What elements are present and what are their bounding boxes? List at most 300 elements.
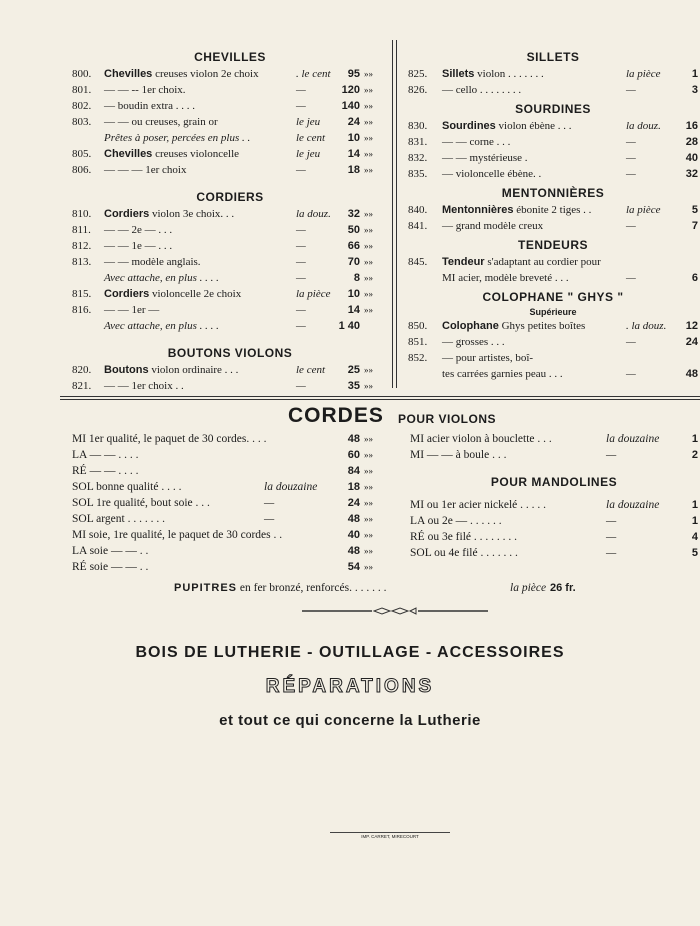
item-unit: — <box>296 320 306 332</box>
item-unit: la douzaine <box>264 481 318 493</box>
item-unit: — <box>296 100 306 112</box>
item-unit: — <box>606 449 617 461</box>
item-name: Chevilles <box>104 148 153 160</box>
item-price: 18 <box>347 164 360 176</box>
item-name: Cordiers <box>104 288 150 300</box>
item-text: — — -- 1er choix. <box>104 84 186 96</box>
item-description <box>442 334 505 350</box>
item-price: 28 <box>685 136 698 148</box>
price-cents-mark: »» <box>364 289 373 299</box>
list-item <box>408 270 698 286</box>
item-description <box>104 302 159 318</box>
item-text: LA soie — — . . <box>72 545 149 557</box>
item-price: 120 <box>341 84 360 96</box>
item-price: 32 <box>347 208 360 220</box>
tendeurs-list <box>408 254 698 286</box>
list-item <box>408 82 698 98</box>
item-price: 35 <box>347 380 360 392</box>
list-item <box>410 513 698 529</box>
item-text: RÉ — — . . . . <box>72 465 139 477</box>
item-description <box>442 350 533 366</box>
list-item <box>72 318 388 334</box>
item-text: LA ou 2e — . . . . . . <box>410 515 502 527</box>
item-description <box>410 513 502 529</box>
list-item <box>72 511 388 527</box>
item-price: 14 <box>347 304 360 316</box>
list-item <box>408 202 698 218</box>
item-unit: — <box>606 531 617 543</box>
column-divider <box>392 40 393 388</box>
item-price: 66 <box>347 240 360 252</box>
price-cents-mark: »» <box>364 133 373 143</box>
item-number: 820. <box>72 364 92 376</box>
item-price: 10 <box>347 132 360 144</box>
item-description <box>72 479 181 495</box>
item-price: 84 <box>347 465 360 477</box>
item-number: 850. <box>408 320 428 332</box>
item-description <box>442 218 543 234</box>
item-description <box>442 254 601 270</box>
item-description <box>410 431 552 447</box>
item-text: RÉ soie — — . . <box>72 561 149 573</box>
section-divider <box>60 396 700 397</box>
item-text: SOL bonne qualité . . . . <box>72 481 182 493</box>
item-text: — — — 1er choix <box>104 164 187 176</box>
list-item <box>408 150 698 166</box>
item-text: Avec attache, en plus . . . . <box>104 272 219 284</box>
item-description <box>72 495 210 511</box>
item-price: 24 <box>685 336 698 348</box>
item-price: 5 <box>691 204 698 216</box>
item-price: 48 <box>685 368 698 380</box>
item-number: 812. <box>72 240 92 252</box>
item-text: — — mystérieuse . <box>442 152 528 164</box>
item-description <box>104 238 172 254</box>
item-price: 40 <box>685 152 698 164</box>
item-price: 5 <box>691 547 698 559</box>
section-divider <box>60 399 700 400</box>
item-unit: — <box>296 380 306 392</box>
item-description <box>442 166 541 182</box>
item-number: 852. <box>408 352 428 364</box>
list-item <box>410 447 698 463</box>
section-title-chevilles: CHEVILLES <box>194 50 266 64</box>
item-text: SOL 1re qualité, bout soie . . . <box>72 497 210 509</box>
item-unit: — <box>296 224 306 236</box>
price-cents-mark: »» <box>364 466 373 476</box>
item-price: 3 <box>691 84 698 96</box>
cordes-title: CORDES <box>288 404 384 427</box>
item-text: — boudin extra . . . . <box>104 100 196 112</box>
item-price: 7 <box>691 220 698 232</box>
list-item <box>408 334 698 350</box>
item-number: 816. <box>72 304 92 316</box>
list-item <box>72 162 388 178</box>
pupitres-label: PUPITRES <box>174 582 238 594</box>
item-number: 821. <box>72 380 92 392</box>
chevilles-list <box>72 66 388 178</box>
pupitres-desc: en fer bronzé, renforcés. . . . . . . <box>237 582 387 594</box>
price-cents-mark: »» <box>364 257 373 267</box>
item-price: 54 <box>347 561 360 573</box>
item-number: 801. <box>72 84 92 96</box>
list-item <box>72 378 388 394</box>
item-price: 1 <box>691 515 698 527</box>
item-text: SOL ou 4e filé . . . . . . . <box>410 547 518 559</box>
item-description <box>104 66 259 82</box>
item-text: — — ou creuses, grain or <box>104 116 218 128</box>
section-title-cordiers: CORDIERS <box>196 190 264 204</box>
item-text: violoncelle 2e choix <box>149 288 242 300</box>
item-unit: le jeu <box>296 148 321 160</box>
item-unit: — <box>296 84 306 96</box>
price-cents-mark: »» <box>364 562 373 572</box>
colophane-list <box>408 318 698 382</box>
printer-imprint: IMP. CARRET, MIRECOURT <box>330 832 450 839</box>
column-divider <box>396 40 397 388</box>
item-text: MI acier, modèle breveté . . . <box>442 272 569 284</box>
item-unit: . la douz. <box>626 320 667 332</box>
item-unit: la pièce <box>626 204 661 216</box>
item-price: 48 <box>347 433 360 445</box>
item-unit: le cent <box>296 364 326 376</box>
item-description <box>104 114 218 130</box>
item-text: creuses violoncelle <box>152 148 240 160</box>
colophane-subtitle: Supérieure <box>529 307 577 317</box>
item-unit: — <box>606 547 617 559</box>
item-price: 18 <box>347 481 360 493</box>
sourdines-list <box>408 118 698 182</box>
item-unit: — <box>626 368 636 380</box>
list-item <box>72 206 388 222</box>
item-name: Mentonnières <box>442 204 514 216</box>
price-cents-mark: »» <box>364 117 373 127</box>
price-cents-mark: »» <box>364 101 373 111</box>
item-name: Colophane <box>442 320 499 332</box>
item-price: 6 <box>691 272 698 284</box>
pupitres-price: 26 fr. <box>550 582 576 594</box>
left-column <box>72 48 388 394</box>
item-description <box>72 431 266 447</box>
item-text: — — 1e — . . . <box>104 240 173 252</box>
item-number: 813. <box>72 256 92 268</box>
item-description <box>104 222 172 238</box>
item-description <box>104 362 238 378</box>
list-item <box>72 479 388 495</box>
item-text: Ghys petites boîtes <box>498 320 586 332</box>
item-unit: le cent <box>296 132 326 144</box>
list-item <box>72 543 388 559</box>
item-description <box>104 318 219 334</box>
item-text: — — 1er choix . . <box>104 380 184 392</box>
item-description <box>442 270 569 286</box>
list-item <box>72 362 388 378</box>
list-item <box>72 114 388 130</box>
list-item <box>72 146 388 162</box>
price-cents-mark: »» <box>364 514 373 524</box>
list-item <box>408 318 698 334</box>
item-price: 48 <box>347 513 360 525</box>
item-description <box>104 146 239 162</box>
item-text: violon 3e choix. . . <box>149 208 235 220</box>
item-unit: — <box>296 164 306 176</box>
item-price: 70 <box>347 256 360 268</box>
item-description <box>104 162 186 178</box>
item-unit: la douzaine <box>606 433 660 445</box>
item-number: 811. <box>72 224 91 236</box>
item-number: 815. <box>72 288 92 300</box>
item-unit: — <box>296 240 306 252</box>
item-description <box>104 130 250 146</box>
item-unit: — <box>626 220 636 232</box>
item-text: MI ou 1er acier nickelé . . . . . <box>410 499 547 511</box>
item-text: tes carrées garnies peau . . . <box>442 368 563 380</box>
item-description <box>104 82 186 98</box>
item-price: 60 <box>347 449 360 461</box>
item-number: 806. <box>72 164 92 176</box>
list-item <box>72 130 388 146</box>
price-cents-mark: »» <box>364 381 373 391</box>
cordes-acier-list <box>410 431 698 463</box>
list-item <box>72 222 388 238</box>
sillets-list <box>408 66 698 98</box>
item-price: 48 <box>347 545 360 557</box>
item-price: 1 <box>691 499 698 511</box>
item-number: 826. <box>408 84 428 96</box>
section-title-mentonnieres: MENTONNIÈRES <box>501 186 605 200</box>
price-cents-mark: »» <box>364 85 373 95</box>
item-unit: — <box>296 272 306 284</box>
item-unit: la douzaine <box>606 499 660 511</box>
item-number: 841. <box>408 220 428 232</box>
item-unit: — <box>296 304 306 316</box>
list-item <box>410 431 698 447</box>
item-text: MI soie, 1re qualité, le paquet de 30 cordes . . <box>72 529 283 541</box>
cordes-subtitle: POUR VIOLONS <box>398 412 497 426</box>
item-name: Sillets <box>442 68 475 80</box>
item-unit: — <box>626 272 636 284</box>
price-cents-mark: »» <box>364 434 373 444</box>
item-unit: — <box>296 256 306 268</box>
item-number: 840. <box>408 204 428 216</box>
item-text: — violoncelle ébène. . <box>442 168 542 180</box>
list-item <box>408 134 698 150</box>
price-cents-mark: »» <box>364 149 373 159</box>
list-item <box>72 270 388 286</box>
price-cents-mark: »» <box>364 450 373 460</box>
item-unit: la pièce <box>626 68 661 80</box>
cordes-left-column <box>72 431 388 575</box>
item-text: Prêtes à poser, percées en plus . . <box>104 132 251 144</box>
price-cents-mark: »» <box>364 225 373 235</box>
price-cents-mark: »» <box>364 209 373 219</box>
item-unit: — <box>626 84 636 96</box>
price-cents-mark: »» <box>364 530 373 540</box>
list-item <box>408 350 698 366</box>
section-title-sillets: SILLETS <box>526 50 580 64</box>
price-cents-mark: »» <box>364 498 373 508</box>
item-price: 1 <box>691 433 698 445</box>
footer-line-reparations: RÉPARATIONS <box>265 676 435 697</box>
item-unit: — <box>626 336 636 348</box>
item-text: ébonite 2 tiges . . <box>513 204 592 216</box>
item-text: violon ébène . . . <box>495 120 572 132</box>
item-text: MI — — à boule . . . <box>410 449 507 461</box>
item-price: 32 <box>685 168 698 180</box>
item-description <box>104 254 201 270</box>
list-item <box>72 302 388 318</box>
item-text: LA — — . . . . <box>72 449 139 461</box>
item-unit: — <box>626 136 636 148</box>
item-price: 24 <box>347 116 360 128</box>
item-description <box>410 497 546 513</box>
item-text: s'adaptant au cordier pour <box>484 256 601 268</box>
cordes-violon-list <box>72 431 388 575</box>
item-description <box>442 318 585 334</box>
item-description <box>442 150 528 166</box>
item-price: 14 <box>347 148 360 160</box>
price-cents-mark: »» <box>364 273 373 283</box>
item-description <box>104 286 241 302</box>
section-title-sourdines: SOURDINES <box>515 102 591 116</box>
item-price: 16 <box>685 120 698 132</box>
item-text: — grosses . . . <box>442 336 505 348</box>
list-item <box>72 66 388 82</box>
item-description <box>72 463 138 479</box>
item-unit: — <box>264 513 275 525</box>
cordes-header <box>60 404 700 432</box>
list-item <box>410 545 698 561</box>
item-price: 25 <box>347 364 360 376</box>
pupitres-unit: la pièce <box>510 582 547 594</box>
list-item <box>410 529 698 545</box>
cordiers-list <box>72 206 388 334</box>
item-price: 1 40 <box>338 320 360 332</box>
price-cents-mark: »» <box>364 165 373 175</box>
list-item <box>72 431 388 447</box>
item-price: 95 <box>347 68 360 80</box>
mandolines-list <box>410 497 698 561</box>
item-description <box>442 366 563 382</box>
item-text: MI 1er qualité, le paquet de 30 cordes. . . . <box>72 433 267 445</box>
list-item <box>72 82 388 98</box>
section-title-tendeurs: TENDEURS <box>517 238 588 252</box>
item-text: Avec attache, en plus . . . . <box>104 320 219 332</box>
item-text: MI acier violon à bouclette . . . <box>410 433 552 445</box>
item-text: RÉ ou 3e filé . . . . . . . . <box>410 531 517 543</box>
price-cents-mark: »» <box>364 365 373 375</box>
item-description <box>72 447 138 463</box>
item-price: 8 <box>353 272 360 284</box>
item-description <box>72 527 282 543</box>
item-description <box>104 378 184 394</box>
item-description <box>410 447 506 463</box>
item-unit: . le cent <box>296 68 331 80</box>
item-text: violon . . . . . . . <box>474 68 544 80</box>
item-text: — pour artistes, boî- <box>442 352 534 364</box>
item-name: Tendeur <box>442 256 485 268</box>
list-item <box>408 218 698 234</box>
item-price: 4 <box>691 531 698 543</box>
list-item <box>72 559 388 575</box>
item-text: SOL argent . . . . . . . <box>72 513 165 525</box>
item-price: 50 <box>347 224 360 236</box>
list-item <box>410 497 698 513</box>
list-item <box>72 238 388 254</box>
item-description <box>442 82 521 98</box>
item-price: 24 <box>347 497 360 509</box>
item-number: 825. <box>408 68 428 80</box>
item-price: 140 <box>341 100 360 112</box>
mentonnieres-list <box>408 202 698 234</box>
item-name: Sourdines <box>442 120 496 132</box>
pupitres-row <box>72 580 632 596</box>
price-cents-mark: »» <box>364 241 373 251</box>
item-description <box>104 98 195 114</box>
price-cents-mark: »» <box>364 482 373 492</box>
ornament-divider <box>302 606 488 616</box>
item-description <box>72 511 165 527</box>
item-unit: — <box>264 497 275 509</box>
list-item <box>408 118 698 134</box>
item-number: 800. <box>72 68 92 80</box>
list-item <box>408 254 698 270</box>
boutons-list <box>72 362 388 394</box>
item-text: — — 2e — . . . <box>104 224 173 236</box>
footer-line-lutherie: BOIS DE LUTHERIE - OUTILLAGE - ACCESSOIRES <box>135 644 565 661</box>
item-unit: la douz. <box>626 120 661 132</box>
item-description <box>442 118 572 134</box>
list-item <box>72 463 388 479</box>
item-text: — grand modèle creux <box>442 220 544 232</box>
section-title-boutons: BOUTONS VIOLONS <box>167 346 293 360</box>
item-number: 830. <box>408 120 428 132</box>
price-cents-mark: »» <box>364 69 373 79</box>
list-item <box>408 66 698 82</box>
item-description <box>72 559 148 575</box>
list-item <box>72 447 388 463</box>
cordes-right-column <box>410 431 698 561</box>
item-description <box>72 543 148 559</box>
item-number: 802. <box>72 100 92 112</box>
item-description <box>442 66 544 82</box>
item-price: 1 <box>691 68 698 80</box>
item-description <box>442 202 591 218</box>
item-unit: — <box>626 152 636 164</box>
item-unit: — <box>626 168 636 180</box>
item-description <box>104 206 234 222</box>
item-number: 803. <box>72 116 92 128</box>
item-number: 845. <box>408 256 428 268</box>
item-number: 835. <box>408 168 428 180</box>
item-number: 810. <box>72 208 92 220</box>
item-unit: la pièce <box>296 288 331 300</box>
item-price: 2 <box>691 449 698 461</box>
item-number: 851. <box>408 336 428 348</box>
item-price: 40 <box>347 529 360 541</box>
item-description <box>410 545 518 561</box>
item-name: Chevilles <box>104 68 153 80</box>
item-description <box>442 134 510 150</box>
item-description <box>104 270 219 286</box>
list-item <box>72 495 388 511</box>
item-number: 832. <box>408 152 428 164</box>
list-item <box>72 254 388 270</box>
item-name: Boutons <box>104 364 149 376</box>
item-text: creuses violon 2e choix <box>152 68 259 80</box>
item-text: — — corne . . . <box>442 136 511 148</box>
section-title-mandolines: POUR MANDOLINES <box>490 475 618 489</box>
